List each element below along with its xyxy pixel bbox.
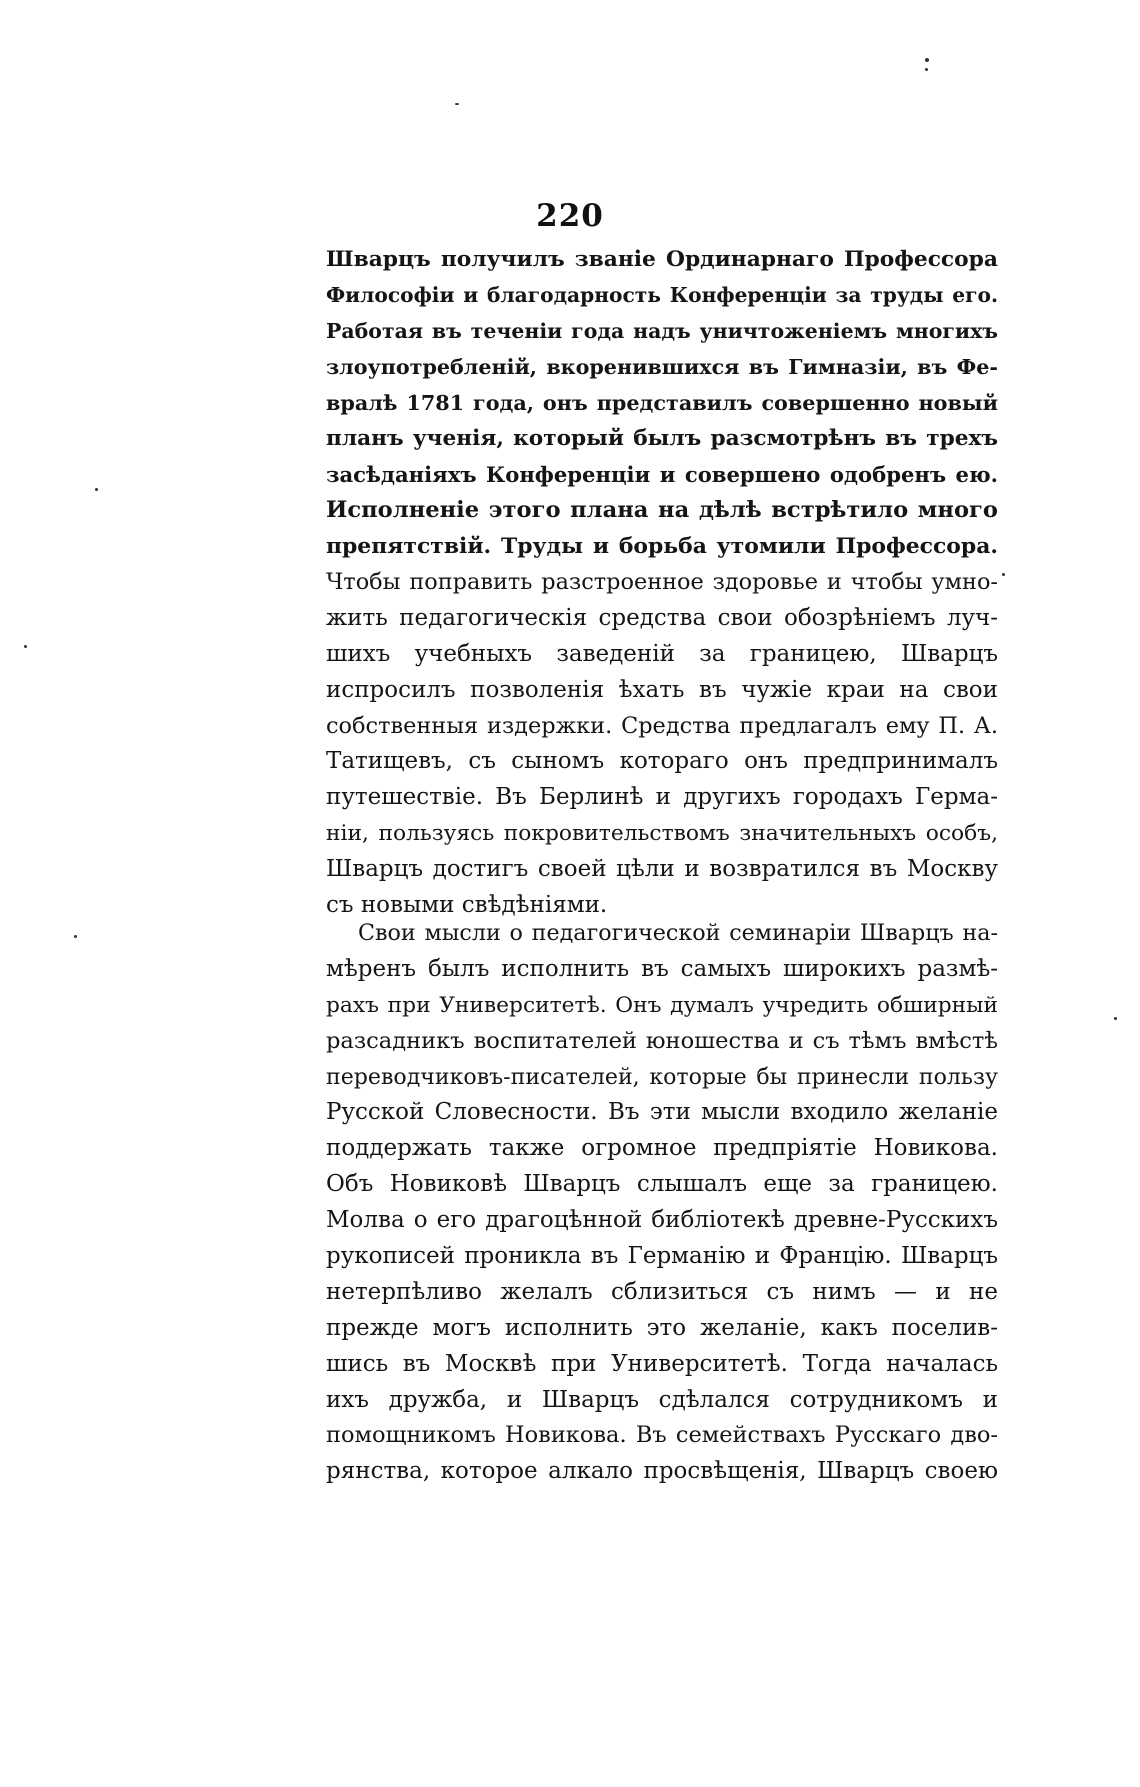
text-line: препятствій. Труды и борьба утомили Профессора. xyxy=(326,533,998,560)
scan-speck xyxy=(95,488,98,491)
text-line: Русской Словесности. Въ эти мысли входило желаніе xyxy=(326,1099,998,1126)
text-line: засѣданіяхъ Конференціи и совершено одобренъ ею. xyxy=(326,462,998,488)
text-line: переводчиковъ-писателей, которые бы принесли пользу xyxy=(326,1063,998,1090)
scan-speck xyxy=(1002,573,1005,576)
text-line: Философіи и благодарность Конференціи за труды его. xyxy=(326,282,998,307)
text-line: мѣренъ былъ исполнить въ самыхъ широкихъ размѣ- xyxy=(326,955,998,982)
scan-speck xyxy=(455,103,459,105)
text-line: Татищевъ, съ сыномъ котораго онъ предпринималъ xyxy=(326,748,998,775)
text-line: съ новыми свѣдѣніями. xyxy=(326,892,608,919)
scan-speck xyxy=(1114,1017,1117,1020)
text-line: путешествіе. Въ Берлинѣ и другихъ городахъ Герма- xyxy=(326,784,998,811)
paragraph-2 xyxy=(326,916,998,1490)
text-line: вралѣ 1781 года, онъ представилъ совершенно новый xyxy=(326,390,998,415)
text-line: злоупотребленій, вкоренившихся въ Гимназіи, въ Фе- xyxy=(326,354,998,379)
text-line: рянства, которое алкало просвѣщенія, Шварцъ своею xyxy=(326,1458,998,1485)
text-line: Шварцъ получилъ званіе Ординарнаго Профессора xyxy=(326,247,998,272)
text-line: Чтобы поправить разстроенное здоровье и чтобы умно- xyxy=(326,569,998,596)
scan-speck xyxy=(74,935,77,938)
text-line: поддержать также огромное предпріятіе Новикова. xyxy=(326,1135,998,1162)
text-line: Исполненіе этого плана на дѣлѣ встрѣтило много xyxy=(326,497,998,524)
text-line: шихъ учебныхъ заведеній за границею, Шварцъ xyxy=(326,640,998,667)
text-line: ніи, пользуясь покровительствомъ значительныхъ особъ, xyxy=(326,821,998,847)
text-line: собственныя издержки. Средства предлагалъ ему П. А. xyxy=(326,712,998,739)
text-line: рукописей проникла въ Германію и Францію. Шварцъ xyxy=(326,1243,998,1270)
text-line: жить педагогическія средства свои обозрѣніемъ луч- xyxy=(326,604,998,631)
text-line: Объ Новиковѣ Шварцъ слышалъ еще за границею. xyxy=(326,1171,998,1198)
page-number: 220 xyxy=(536,198,604,234)
text-line: испросилъ позволенія ѣхать въ чужіе краи на свои xyxy=(326,676,998,703)
text-line: Молва о его драгоцѣнной библіотекѣ древне-Русскихъ xyxy=(326,1207,998,1234)
text-line: прежде могъ исполнить это желаніе, какъ поселив- xyxy=(326,1314,998,1341)
text-line: нетерпѣливо желалъ сблизиться съ нимъ — и не xyxy=(326,1278,998,1305)
text-line: Свои мысли о педагогической семинаріи Шварцъ на- xyxy=(358,920,998,946)
text-line: помощникомъ Новикова. Въ семействахъ Русскаго дво- xyxy=(326,1422,998,1449)
text-line: разсадникъ воспитателей юношества и съ тѣмъ вмѣстѣ xyxy=(326,1027,998,1054)
scan-speck xyxy=(925,58,929,62)
scan-speck xyxy=(24,645,27,648)
text-line: рахъ при Университетѣ. Онъ думалъ учредить обширный xyxy=(326,992,998,1018)
scan-speck xyxy=(925,68,928,71)
text-line: Работая въ теченіи года надъ уничтоженіемъ многихъ xyxy=(326,318,998,343)
text-line: ихъ дружба, и Шварцъ сдѣлался сотрудникомъ и xyxy=(326,1386,998,1413)
paragraph-1 xyxy=(326,242,998,924)
text-line: Шварцъ достигъ своей цѣли и возвратился въ Москву xyxy=(326,856,998,883)
text-line: планъ ученія, который былъ разсмотрѣнъ въ трехъ xyxy=(326,426,998,452)
text-line: шись въ Москвѣ при Университетѣ. Тогда началась xyxy=(326,1350,998,1377)
